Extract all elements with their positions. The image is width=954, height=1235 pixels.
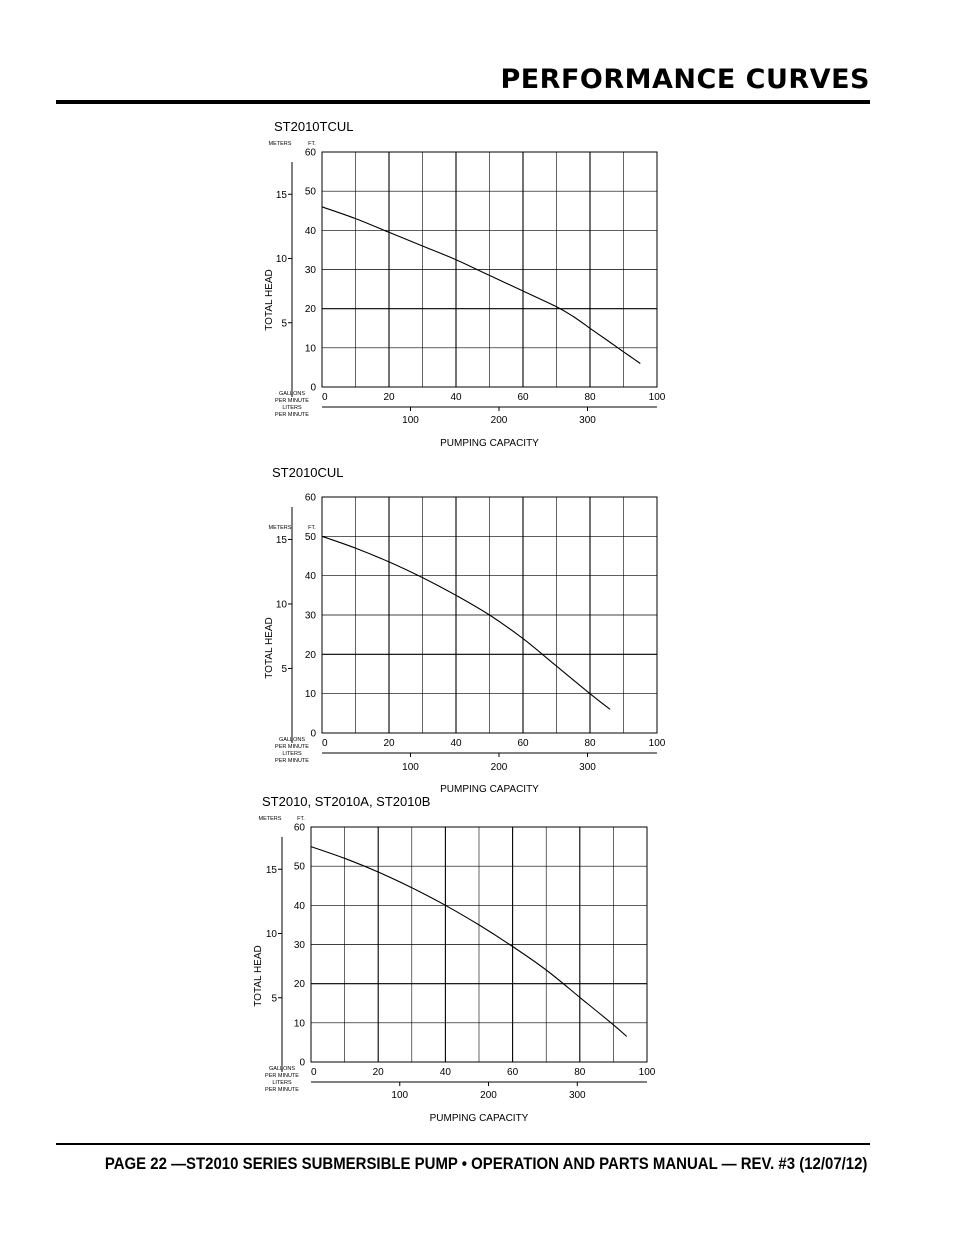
feet-unit-label: FT.	[297, 816, 305, 822]
x-tick-label: 20	[383, 392, 395, 403]
y-tick-label: 20	[304, 649, 316, 661]
x-tick-label: 40	[450, 392, 462, 403]
chart-title: ST2010TCUL	[274, 119, 354, 134]
meters-tick-label: 15	[275, 534, 287, 546]
y-tick-label: 10	[293, 1018, 305, 1030]
meters-tick-label: 5	[281, 663, 287, 675]
x-axis-label: PUMPING CAPACITY	[429, 1113, 529, 1124]
liters-tick-label: 300	[568, 1090, 586, 1101]
x-tick-label: 80	[584, 392, 596, 403]
meters-tick-label: 15	[275, 189, 287, 201]
liters-tick-label: 200	[480, 1090, 497, 1101]
lpm-unit-label: LITERS PER MINUTE	[275, 751, 309, 764]
lpm-unit-label: LITERS PER MINUTE	[275, 405, 309, 418]
y-tick-label: 10	[304, 343, 316, 355]
y-tick-label: 30	[304, 610, 316, 622]
y-axis-label: TOTAL HEAD	[253, 945, 264, 1007]
feet-unit-label: FT.	[308, 525, 316, 531]
y-tick-label: 20	[304, 304, 316, 316]
meters-tick-label: 10	[265, 929, 277, 941]
liters-tick-label: 300	[579, 415, 596, 426]
meters-tick-label: 5	[271, 993, 277, 1005]
chart-title: ST2010CUL	[272, 465, 344, 480]
y-axis-label: TOTAL HEAD	[264, 269, 275, 331]
chart-title: ST2010, ST2010A, ST2010B	[262, 794, 431, 809]
x-tick-label: 80	[574, 1067, 586, 1078]
liters-tick-label: 300	[579, 762, 596, 773]
liters-tick-label: 100	[402, 762, 419, 773]
performance-chart-3	[253, 794, 656, 1124]
y-tick-label: 30	[304, 265, 316, 276]
y-tick-label: 50	[304, 531, 316, 543]
x-tick-label: 20	[383, 738, 395, 749]
y-tick-label: 50	[304, 186, 316, 198]
y-tick-label: 40	[304, 225, 316, 237]
y-tick-label: 60	[304, 492, 316, 504]
y-axis-label: TOTAL HEAD	[264, 617, 275, 679]
y-tick-label: 30	[293, 940, 305, 951]
gpm-unit-label: GALLONS PER MINUTE	[275, 391, 309, 404]
x-tick-label: 40	[439, 1067, 451, 1078]
meters-tick-label: 10	[275, 599, 287, 611]
liters-tick-label: 100	[402, 415, 419, 426]
x-tick-label: 80	[584, 738, 596, 749]
feet-unit-label: FT.	[308, 141, 316, 147]
lpm-unit-label: LITERS PER MINUTE	[265, 1080, 299, 1093]
y-tick-label: 60	[293, 822, 305, 834]
x-tick-label: 0	[322, 392, 328, 403]
y-tick-label: 0	[299, 1057, 305, 1069]
meters-tick-label: 15	[265, 864, 277, 876]
liters-tick-label: 100	[391, 1090, 409, 1101]
x-tick-label: 0	[322, 738, 328, 749]
meters-tick-label: 10	[275, 254, 287, 266]
gpm-unit-label: GALLONS PER MINUTE	[275, 737, 309, 750]
meters-unit-label: METERS	[268, 525, 292, 531]
y-tick-label: 20	[293, 979, 305, 991]
meters-unit-label: METERS	[258, 816, 282, 822]
performance-chart-2	[264, 465, 666, 795]
x-axis-label: PUMPING CAPACITY	[440, 784, 539, 795]
x-tick-label: 100	[648, 392, 666, 403]
x-tick-label: 40	[450, 738, 462, 749]
x-tick-label: 100	[638, 1067, 656, 1078]
meters-unit-label: METERS	[268, 141, 292, 147]
x-axis-label: PUMPING CAPACITY	[440, 438, 539, 449]
liters-tick-label: 200	[490, 762, 508, 773]
x-tick-label: 0	[311, 1067, 317, 1078]
y-tick-label: 40	[304, 571, 316, 583]
x-tick-label: 20	[372, 1067, 384, 1078]
performance-curve	[322, 536, 610, 709]
y-tick-label: 0	[310, 382, 316, 394]
page-title: PERFORMANCE CURVES	[500, 64, 870, 95]
meters-tick-label: 5	[281, 318, 287, 330]
footer-rule	[56, 1143, 870, 1145]
x-tick-label: 60	[507, 1067, 519, 1078]
x-tick-label: 60	[517, 392, 529, 403]
x-tick-label: 100	[648, 738, 666, 749]
x-tick-label: 60	[517, 738, 529, 749]
y-tick-label: 0	[310, 728, 316, 740]
y-tick-label: 10	[304, 689, 316, 701]
page-footer: PAGE 22 —ST2010 SERIES SUBMERSIBLE PUMP • OPERATION AND PARTS MANUAL — REV. #3 (12/07/12)	[104, 1154, 868, 1173]
y-tick-label: 60	[304, 147, 316, 159]
y-tick-label: 50	[293, 861, 305, 873]
gpm-unit-label: GALLONS PER MINUTE	[265, 1066, 299, 1079]
y-tick-label: 40	[293, 900, 305, 912]
liters-tick-label: 200	[490, 415, 508, 426]
performance-chart-1	[264, 119, 666, 449]
